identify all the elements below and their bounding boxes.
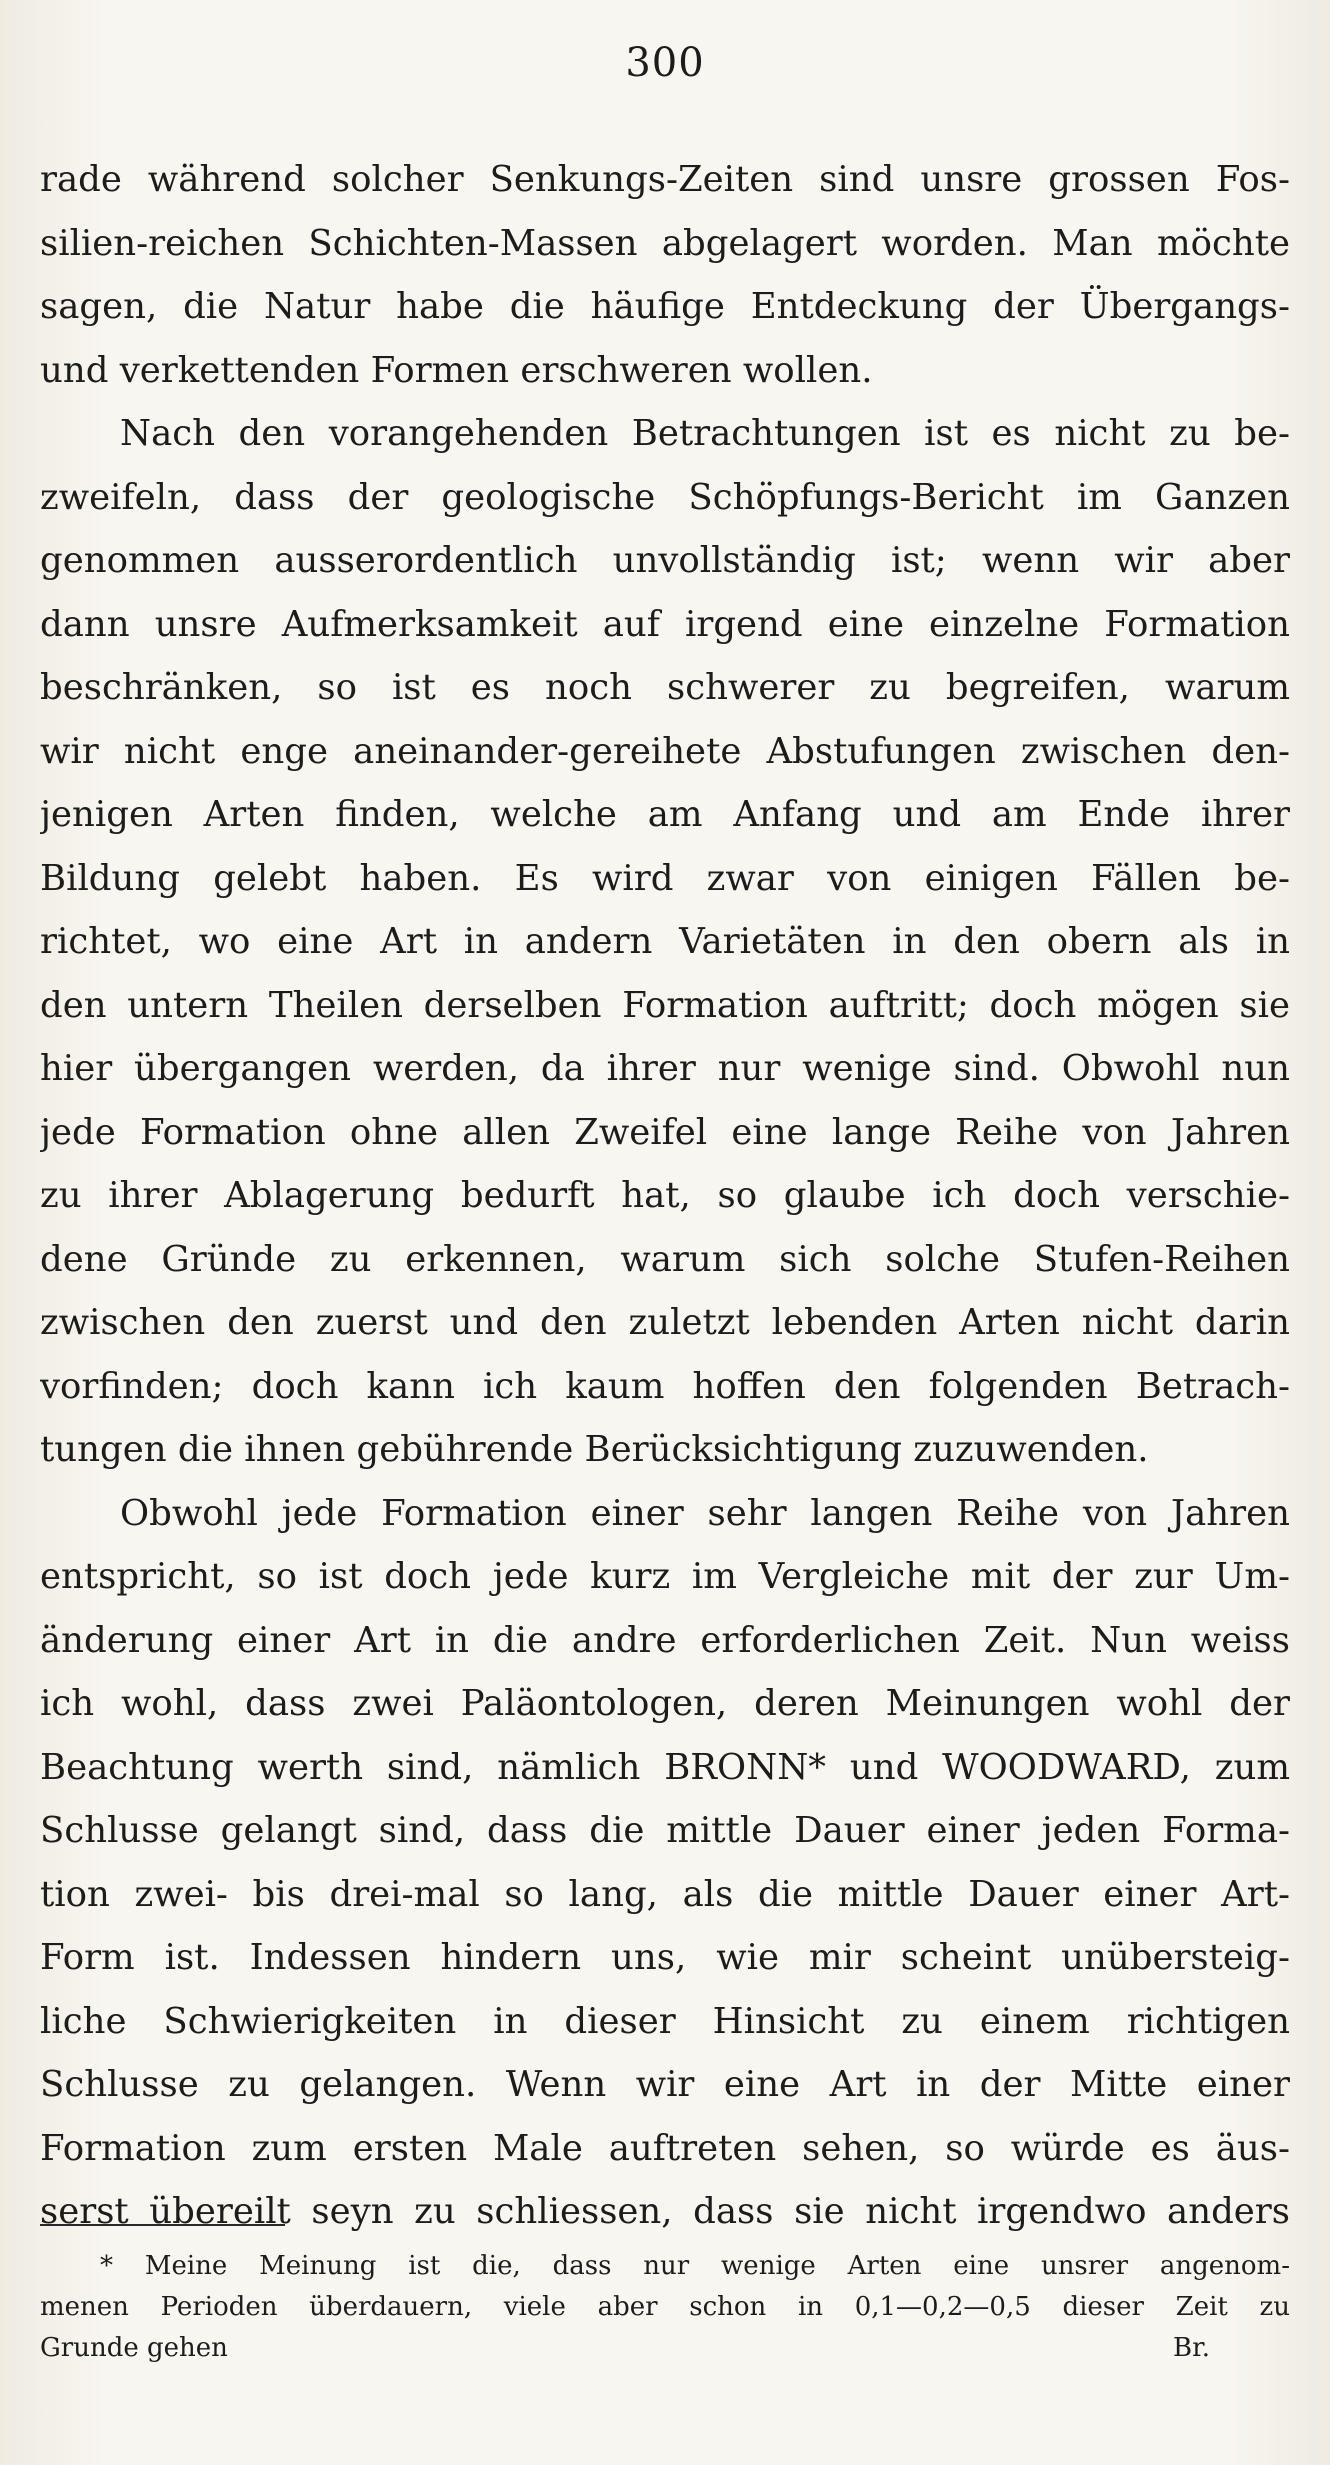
footnote-divider <box>40 2224 285 2226</box>
text-line: vorfinden; doch kann ich kaum hoffen den folgenden Betrach- <box>40 1365 1290 1407</box>
text-line: beschränken, so ist es noch schwerer zu begreifen, warum <box>40 667 1290 708</box>
page-number: 300 <box>625 40 705 86</box>
text-line: jede Formation ohne allen Zweifel eine lange Reihe von Jahren <box>40 1111 1290 1153</box>
text-line: rade während solcher Senkungs-Zeiten sind unsre grossen Fos- <box>40 159 1290 200</box>
footnote-line: Grunde gehen <box>40 2333 228 2363</box>
text-line: zweifeln, dass der geologische Schöpfungs-Bericht im Ganzen <box>40 476 1290 518</box>
text-line: richtet, wo eine Art in andern Varietäten in den obern als in <box>40 921 1290 962</box>
text-line: liche Schwierigkeiten in dieser Hinsicht zu einem richtigen <box>40 2000 1290 2042</box>
text-line: Form ist. Indessen hindern uns, wie mir scheint unübersteig- <box>40 1937 1290 1978</box>
text-line: änderung einer Art in die andre erforderlichen Zeit. Nun weiss <box>40 1619 1290 1661</box>
footnote-signature: Br. <box>1173 2333 1210 2363</box>
text-line: Schlusse zu gelangen. Wenn wir eine Art in der Mitte einer <box>40 2064 1290 2105</box>
text-line: Nach den vorangehenden Betrachtungen ist es nicht zu be- <box>120 413 1290 454</box>
footnote-last-line <box>40 2328 1290 2369</box>
text-line: zu ihrer Ablagerung bedurft hat, so glaube ich doch verschie- <box>40 1175 1290 1216</box>
text-line: zwischen den zuerst und den zuletzt lebenden Arten nicht darin <box>40 1302 1290 1343</box>
text-line: sagen, die Natur habe die häufige Entdeckung der Übergangs- <box>40 286 1290 327</box>
text-line: Beachtung werth sind, nämlich BRONN* und WOODWARD, zum <box>40 1746 1290 1788</box>
text-line: silien-reichen Schichten-Massen abgelagert worden. Man möchte <box>40 222 1290 264</box>
text-line: ich wohl, dass zwei Paläontologen, deren Meinungen wohl der <box>40 1683 1290 1724</box>
text-line: tungen die ihnen gebührende Berücksichtigung zuzuwenden. <box>40 1429 1149 1470</box>
footnote-line: menen Perioden überdauern, viele aber schon in 0,1—0,2—0,5 dieser Zeit zu <box>40 2292 1290 2322</box>
text-line: tion zwei- bis drei-mal so lang, als die mittle Dauer einer Art- <box>40 1873 1290 1915</box>
text-line: serst übereilt seyn zu schliessen, dass sie nicht irgendwo anders <box>40 2191 1290 2232</box>
text-line: Formation zum ersten Male auftreten sehen, so würde es äus- <box>40 2127 1290 2169</box>
text-line: dann unsre Aufmerksamkeit auf irgend eine einzelne Formation <box>40 603 1290 645</box>
body-text <box>40 148 1290 2244</box>
text-line: wir nicht enge aneinander-gereihete Abstufungen zwischen den- <box>40 730 1290 772</box>
footnote-line: * Meine Meinung ist die, dass nur wenige Arten eine unsrer angenom- <box>100 2251 1290 2281</box>
footnote <box>40 2246 1290 2369</box>
text-line: Obwohl jede Formation einer sehr langen Reihe von Jahren <box>120 1492 1290 1534</box>
text-line: entspricht, so ist doch jede kurz im Vergleiche mit der zur Um- <box>40 1556 1290 1597</box>
text-line: Bildung gelebt haben. Es wird zwar von einigen Fällen be- <box>40 857 1290 899</box>
text-line: jenigen Arten finden, welche am Anfang und am Ende ihrer <box>40 794 1290 835</box>
text-line: Schlusse gelangt sind, dass die mittle Dauer einer jeden Forma- <box>40 1810 1290 1851</box>
text-line: hier übergangen werden, da ihrer nur wenige sind. Obwohl nun <box>40 1048 1290 1089</box>
text-line: genommen ausserordentlich unvollständig ist; wenn wir aber <box>40 540 1290 581</box>
text-line: den untern Theilen derselben Formation auftritt; doch mögen sie <box>40 984 1290 1026</box>
text-line: dene Gründe zu erkennen, warum sich solche Stufen-Reihen <box>40 1238 1290 1280</box>
text-line: und verkettenden Formen erschweren wollen. <box>40 349 873 391</box>
